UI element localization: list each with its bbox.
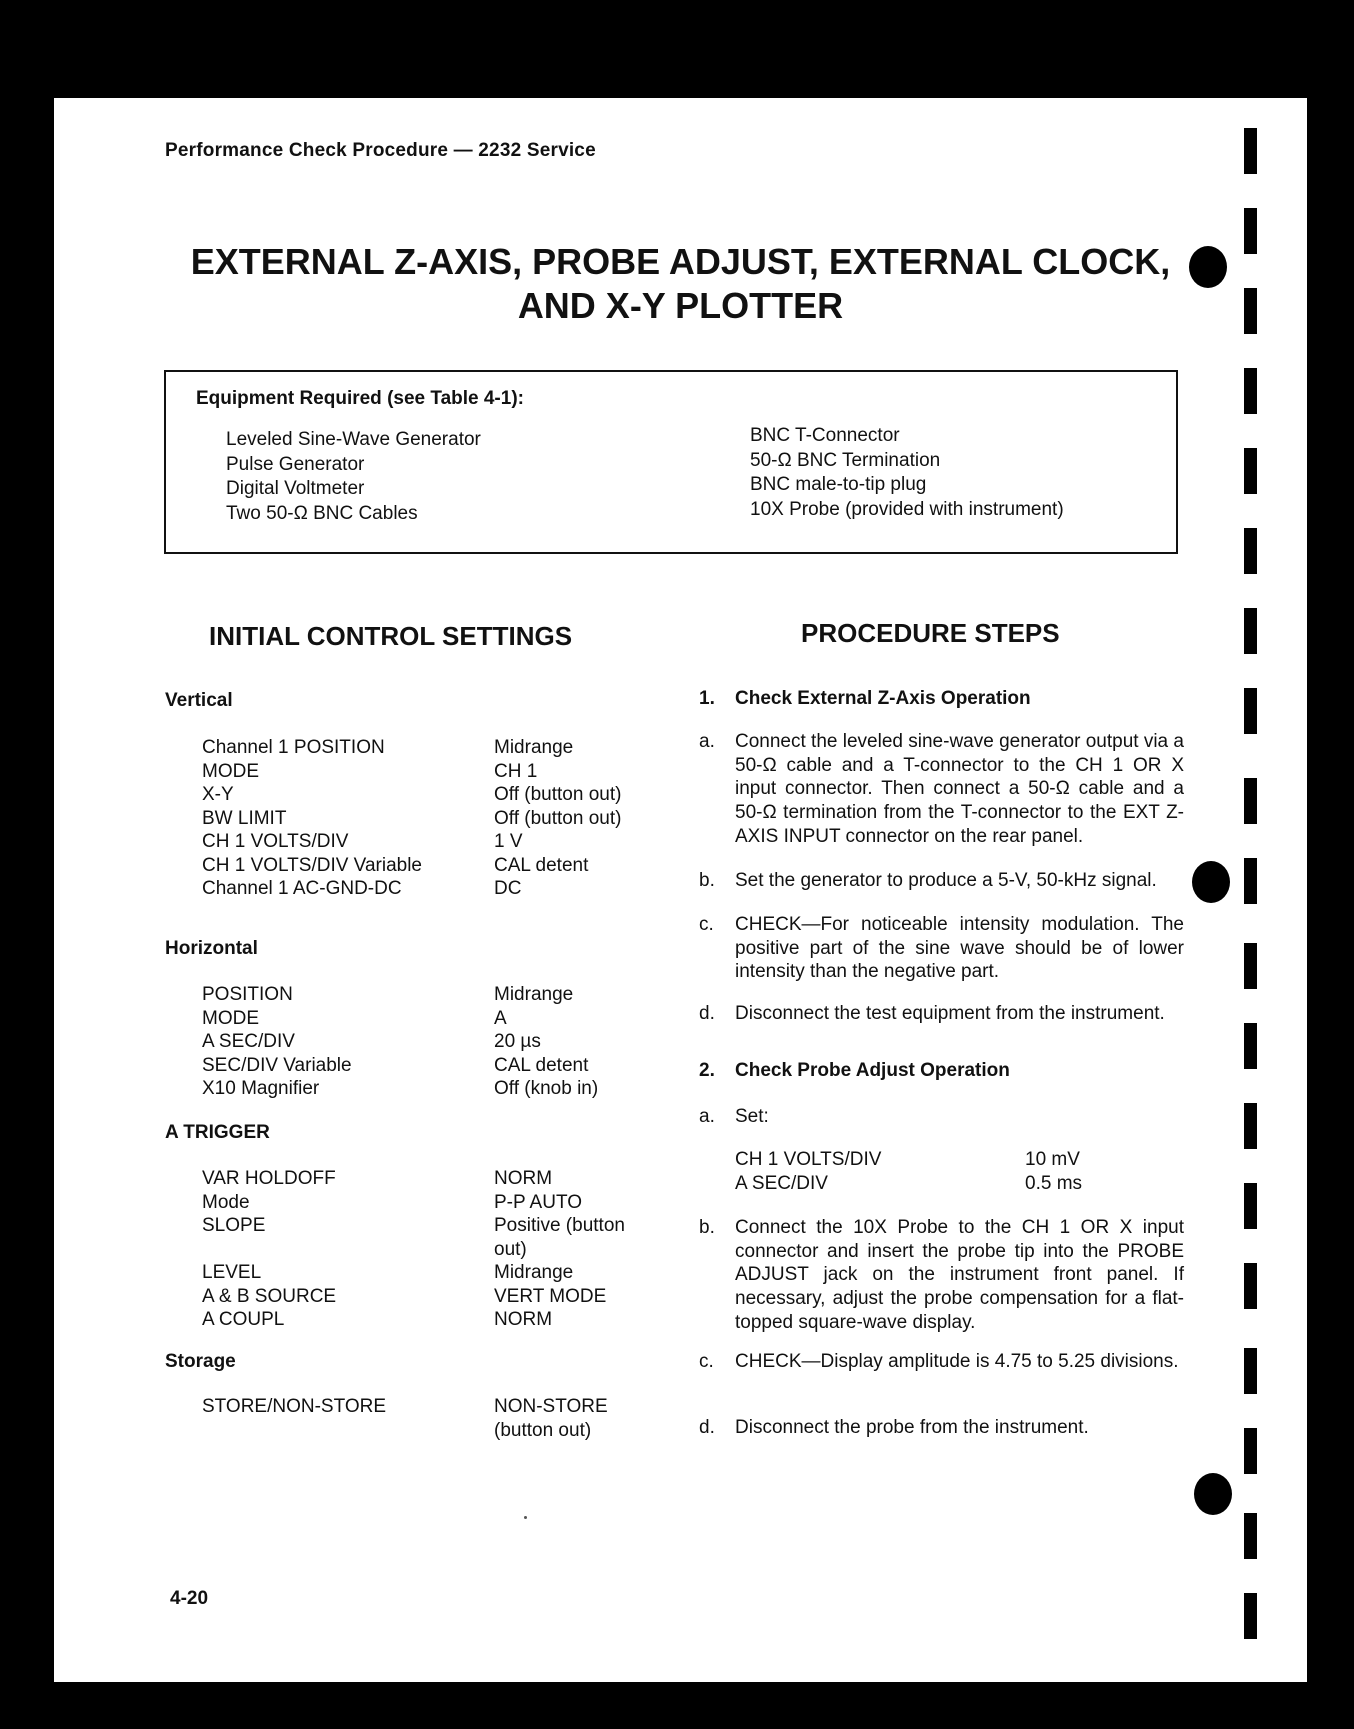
setting-label: SEC/DIV Variable xyxy=(202,1054,352,1076)
setting-value: DC xyxy=(494,878,522,899)
edge-tab xyxy=(1244,1428,1257,1474)
substep-text: CHECK—Display amplitude is 4.75 to 5.25 divisions. xyxy=(735,1351,1179,1372)
edge-tab xyxy=(1244,128,1257,174)
edge-tab xyxy=(1244,1263,1257,1309)
setting-value: CH 1 xyxy=(494,760,538,782)
setting-value: NORM xyxy=(494,1309,553,1330)
setting-value: Midrange xyxy=(494,984,574,1005)
step-title: Check Probe Adjust Operation xyxy=(735,1060,1010,1081)
procedure-steps-heading: PROCEDURE STEPS xyxy=(801,618,1060,648)
setting-value: Off (button out) xyxy=(494,807,622,829)
substep-text: Connect the leveled sine-wave generator output via a 50-Ω cable and a T-connector to the CH 1 OR X input connector. Then connect a 50-Ω cable and a 50-Ω termination from the T-connector to the EXT Z-AXIS INPUT connector on the rear panel. xyxy=(735,731,1184,847)
equipment-item: 50-Ω BNC Termination xyxy=(750,449,941,471)
setting-value: Positive (button xyxy=(494,1215,625,1236)
page-number: 4-20 xyxy=(170,1588,209,1609)
edge-tab xyxy=(1244,1593,1257,1639)
storage-heading: Storage xyxy=(165,1351,236,1372)
substep-letter: d. xyxy=(699,1417,715,1438)
setting-value: P-P AUTO xyxy=(494,1191,582,1213)
edge-tab xyxy=(1244,608,1257,654)
substep-text: Connect the 10X Probe to the CH 1 OR X input connector and insert the probe tip into the PROBE ADJUST jack on the instrument front panel. If necessary, adjust the probe compensation for a flat-topped square-wave display. xyxy=(735,1217,1184,1333)
document-page xyxy=(54,98,1307,1682)
setting-label: MODE xyxy=(202,760,259,782)
setting-label: Channel 1 AC-GND-DC xyxy=(202,878,402,899)
title-line-1: EXTERNAL Z-AXIS, PROBE ADJUST, EXTERNAL CLOCK, xyxy=(190,241,1171,282)
substep-letter: a. xyxy=(699,731,715,752)
setting-label: STORE/NON-STORE xyxy=(202,1396,387,1417)
setting-value: 20 µs xyxy=(494,1031,541,1052)
setting-value: NORM xyxy=(494,1168,553,1189)
setting-label: A SEC/DIV xyxy=(735,1172,828,1194)
setting-value: Off (knob in) xyxy=(494,1078,599,1099)
page-title xyxy=(54,240,1307,328)
substep-letter: c. xyxy=(699,1351,714,1372)
edge-tab xyxy=(1244,368,1257,414)
equipment-item: Two 50-Ω BNC Cables xyxy=(226,502,418,524)
setting-label: MODE xyxy=(202,1007,259,1029)
setting-value: Midrange xyxy=(494,1262,574,1283)
substep-text: Set the generator to produce a 5-V, 50-kHz signal. xyxy=(735,870,1157,891)
step-number: 1. xyxy=(699,688,715,709)
edge-tab xyxy=(1244,1348,1257,1394)
setting-label: A SEC/DIV xyxy=(202,1031,295,1052)
setting-value: 1 V xyxy=(494,831,523,852)
edge-tab xyxy=(1244,1103,1257,1149)
equipment-list-right xyxy=(750,424,1064,522)
equipment-list-left xyxy=(226,428,481,526)
substep-letter: b. xyxy=(699,870,715,891)
equipment-heading: Equipment Required (see Table 4-1): xyxy=(196,388,524,409)
edge-tab xyxy=(1244,1513,1257,1559)
binder-hole-icon xyxy=(1194,1473,1232,1515)
substep-letter: b. xyxy=(699,1217,715,1238)
equipment-item: Leveled Sine-Wave Generator xyxy=(226,429,481,450)
setting-label: A & B SOURCE xyxy=(202,1285,337,1307)
equipment-box xyxy=(164,370,1178,554)
edge-tab xyxy=(1244,778,1257,824)
horizontal-heading: Horizontal xyxy=(165,938,258,959)
setting-value: Off (button out) xyxy=(494,784,622,805)
setting-value: 0.5 ms xyxy=(1025,1172,1083,1194)
setting-label: Channel 1 POSITION xyxy=(202,737,385,758)
speck xyxy=(524,1516,527,1519)
vertical-heading: Vertical xyxy=(165,690,233,711)
setting-value: NON-STORE xyxy=(494,1396,608,1417)
setting-value-continued: out) xyxy=(494,1238,527,1260)
substep-letter: a. xyxy=(699,1106,715,1127)
substep-text: Disconnect the probe from the instrument. xyxy=(735,1417,1089,1438)
edge-tab xyxy=(1244,688,1257,734)
equipment-item: Pulse Generator xyxy=(226,453,365,475)
setting-value: CAL detent xyxy=(494,1054,589,1076)
equipment-item: BNC male-to-tip plug xyxy=(750,474,927,495)
edge-tab xyxy=(1244,943,1257,989)
equipment-item: 10X Probe (provided with instrument) xyxy=(750,498,1064,520)
setting-value: Midrange xyxy=(494,737,574,758)
substep-text: CHECK—For noticeable intensity modulation. The positive part of the sine wave should be of lower intensity than the negative part. xyxy=(735,914,1184,983)
setting-label: X10 Magnifier xyxy=(202,1078,320,1099)
edge-tab xyxy=(1244,448,1257,494)
setting-label: Mode xyxy=(202,1191,250,1213)
setting-label: LEVEL xyxy=(202,1262,262,1283)
edge-tab xyxy=(1244,288,1257,334)
edge-tab xyxy=(1244,528,1257,574)
substep-letter: c. xyxy=(699,914,714,935)
title-line-2: AND X-Y PLOTTER xyxy=(517,285,844,326)
setting-value-continued: (button out) xyxy=(494,1419,592,1441)
setting-value: CAL detent xyxy=(494,854,589,876)
running-head: Performance Check Procedure — 2232 Service xyxy=(165,140,596,161)
setting-value: A xyxy=(494,1007,507,1029)
setting-label: SLOPE xyxy=(202,1215,266,1236)
edge-tab xyxy=(1244,208,1257,254)
edge-tab xyxy=(1244,858,1257,904)
substep-text: Disconnect the test equipment from the instrument. xyxy=(735,1003,1165,1024)
setting-label: CH 1 VOLTS/DIV Variable xyxy=(202,854,422,876)
substep-letter: d. xyxy=(699,1003,715,1024)
equipment-item: Digital Voltmeter xyxy=(226,478,365,499)
setting-label: BW LIMIT xyxy=(202,807,287,829)
edge-tab xyxy=(1244,1183,1257,1229)
a-trigger-heading: A TRIGGER xyxy=(165,1122,270,1143)
setting-label: CH 1 VOLTS/DIV xyxy=(735,1149,882,1170)
equipment-item: BNC T-Connector xyxy=(750,425,900,446)
setting-label: VAR HOLDOFF xyxy=(202,1168,336,1189)
step-number: 2. xyxy=(699,1060,715,1081)
setting-label: X-Y xyxy=(202,784,234,805)
setting-label: POSITION xyxy=(202,984,293,1005)
binder-hole-icon xyxy=(1189,246,1227,288)
setting-label: A COUPL xyxy=(202,1309,285,1330)
step-title: Check External Z-Axis Operation xyxy=(735,688,1031,709)
edge-tab xyxy=(1244,1023,1257,1069)
setting-value: VERT MODE xyxy=(494,1285,607,1307)
initial-settings-heading: INITIAL CONTROL SETTINGS xyxy=(209,621,573,651)
setting-value: 10 mV xyxy=(1025,1149,1080,1170)
setting-label: CH 1 VOLTS/DIV xyxy=(202,831,349,852)
binder-hole-icon xyxy=(1192,861,1230,903)
substep-text: Set: xyxy=(735,1106,769,1127)
